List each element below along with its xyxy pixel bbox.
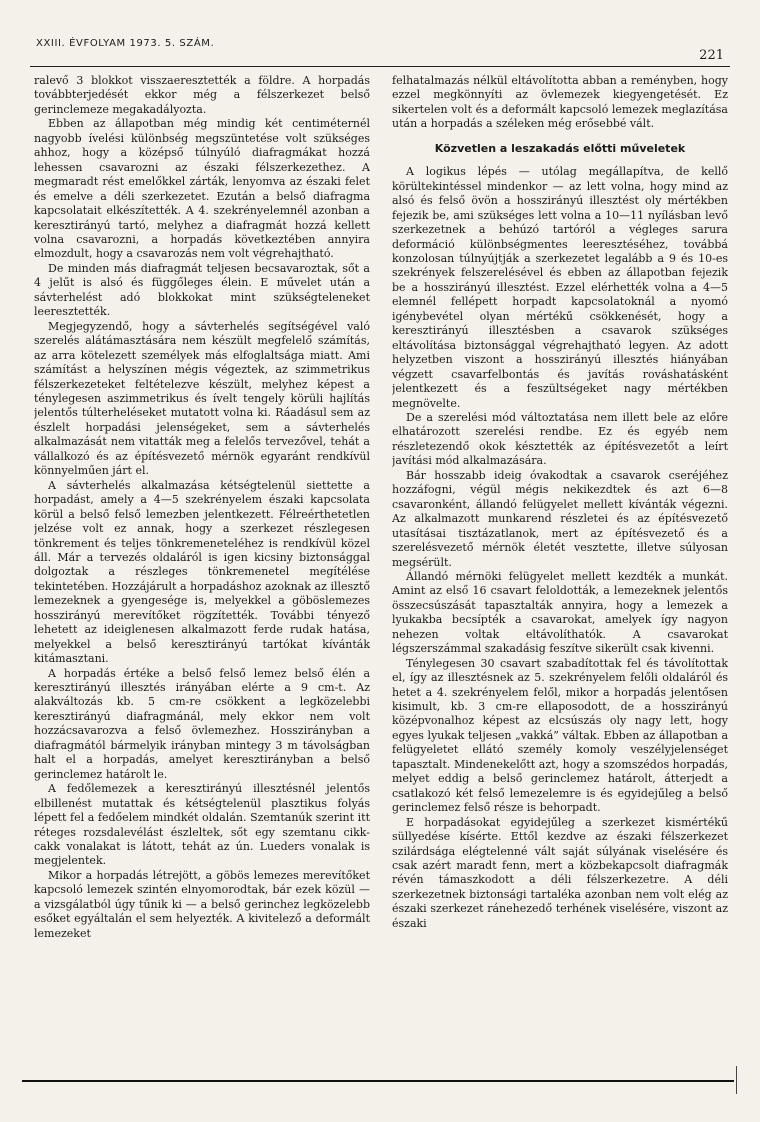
scan-mark (736, 1066, 737, 1094)
paragraph: De minden más diafragmát teljesen becsavaroztak, sőt a 4 jelűt is alsó és függőleges élein. E művelet után a sávterhelést adó blokkokat mint szükségteleneket leeresztették. (34, 261, 370, 319)
header-rule (30, 66, 730, 67)
paragraph: Állandó mérnöki felügyelet mellett kezdték a munkát. Amint az első 16 csavart feloldották, a lemezeknek jelentős összecsúszását tapasztalták annyira, hogy a lemezek a lyukakba becsípték a csavarokat, amelyek így nagyon nehezen voltak eltávolíthatók. A csavarokat légszerszámmal szakadásig feszítve sikerült csak kivenni. (392, 569, 728, 656)
paragraph: Ténylegesen 30 csavart szabadítottak fel és távolítottak el, így az illesztésnek az 5. szekrényelem felőli oldaláról és hetet a 4. szekrényelem felől, mikor a horpadás jelentősen kisimult, kb. 3 cm-re ellaposodott, de a hosszirányú középvonalhoz képest az elcsúszás oly nagy lett, hogy egyes lyukak teljesen „vakká” váltak. Ebben az állapotban a felügyeletet ellátó személy komoly veszélyjelenséget tapasztalt. Mindenekelőtt azt, hogy a szomszédos horpadás, melyet eddig a belső gerinclemez határolt, átterjedt a csatlakozó két felső lemezelemre is és egyidejűleg a belső gerinclemez felső része is behorpadt. (392, 656, 728, 815)
paragraph: felhatalmazás nélkül eltávolította abban a reményben, hogy ezzel megkönnyíti az övlemezek kiegyengetését. Ez sikertelen volt és a deformált kapcsoló lemezek meglazítása után a horpadás a széleken még erősebbé vált. (392, 74, 728, 131)
page-header (30, 38, 730, 68)
right-column (392, 74, 728, 1064)
running-head: XXIII. ÉVFOLYAM 1973. 5. SZÁM. (36, 38, 215, 49)
paragraph: Bár hosszabb ideig óvakodtak a csavarok cseréjéhez hozzáfogni, végül mégis nekikezdtek és azt 6—8 csavaronként, állandó felügyelet mellett kívánták végezni. Az alkalmazott munkarend részletei és az építésvezető utasításai tisztázatlanok, mert az építésvezető és a szerelésvezető mérnök életét vesztette, illetve súlyosan megsérült. (392, 468, 728, 569)
paragraph: ralevő 3 blokkot visszaeresztették a földre. A horpadás továbbterjedését ekkor még a félszerkezet belső gerinclemeze megakadályozta. (34, 74, 370, 116)
paragraph: Ebben az állapotban még mindig két centiméternél nagyobb ívelési különbség megszüntetése volt szükséges ahhoz, hogy a középső túlnyúló diafragmákat hozzá lehessen csavarozni az északi félszerkezethez. A megmaradt rést emelőkkel zárták, lenyomva az északi felet és emelve a déli szerkezetet. Ezután a belső diafragma kapcsolatait elkészítették. A 4. szekrényelemnél azonban a keresztirányú tartó, melyhez a diafragmát hozzá kellett volna csavarozni, a horpadás következtében annyira elmozdult, hogy a csavarozás nem volt végrehajtható. (34, 117, 370, 261)
paragraph: A logikus lépés — utólag megállapítva, de kellő körültekintéssel mindenkor — az lett volna, hogy mind az alsó és felső övön a hosszirányú illesztést oly mértékben fejezik be, ami szükséges lett volna a 10—11 nyílásban levő szerkezetnek a behúzó tartóról a végleges sarura deformáció különbségmentes leeresztéséhez, továbbá konzolosan túlnyújtják a szerkezetet legalább a 9 és 10-es szekrények felszerelésével és ebben az állapotban fejezik be a hosszirányú illesztést. Ezzel elérhették volna a 4—5 elemnél fellépett horpadt kapcsolatoknál a nyomó igénybevétel olyan mértékű csökkenését, hogy a keresztirányú illesztésben a csavarok szükséges eltávolítása biztonsággal végrehajtható legyen. Az adott helyzetben viszont a hosszirányú illesztés hiányában végzett csavarfelbontás és javítás rováshatásként jelentkezett és a feszültségeket nagy mértékben megnövelte. (392, 165, 728, 410)
paragraph: De a szerelési mód változtatása nem illett bele az előre elhatározott szerelési rendbe. Ez és egyéb nem részletezendő okok késztették az építésvezetőt a leírt javítási mód alkalmazására. (392, 410, 728, 468)
article-body (34, 74, 728, 1064)
page-number: 221 (699, 48, 724, 63)
paragraph: A sávterhelés alkalmazása kétségtelenül siettette a horpadást, amely a 4—5 szekrényelem északi kapcsolata körül a belső felső lemezben jelentkezett. Félreérthetetlen jelzése volt ez annak, hogy a szerkezet részlegesen tönkrement és teljes tönkremeneteléhez is rendkívül közel áll. Már a tervezés oldaláról is igen kicsiny biztonsággal dolgoztak a részleges tönkremenetel megítélése tekintetében. Hozzájárult a horpadáshoz azoknak az illesztő lemezeknek a gyengesége is, melyekkel a göböslemezes hosszirányú merevítőket rögzítették. További tényező lehetett az ideiglenesen alkalmazott ferde rudak hatása, melyekkel a belső keresztirányú tartókat kívánták kitámasztani. (34, 478, 370, 666)
paragraph: A horpadás értéke a belső felső lemez belső élén a keresztirányú illesztés irányában elérte a 9 cm-t. Az alakváltozás kb. 5 cm-re csökkent a legközelebbi keresztirányú diafragmánál, mely ekkor nem volt hozzácsavarozva a felső övlemezhez. Hosszirányban a diafragmától bármelyik irányban mintegy 3 m távolságban halt el a horpadás, amelyet keresztirányban a belső gerinclemez határolt le. (34, 666, 370, 781)
paragraph: Mikor a horpadás létrejött, a göbös lemezes merevítőket kapcsoló lemezek szintén elnyomorodtak, bár ezek közül — a vizsgálatból úgy tűnik ki — a belső gerinchez legközelebb esőket egyáltalán el sem helyezték. A kivitelező a deformált lemezeket (34, 868, 370, 940)
left-column (34, 74, 370, 1064)
section-heading: Közvetlen a leszakadás előtti műveletek (434, 141, 686, 155)
paragraph: Megjegyzendő, hogy a sávterhelés segítségével való szerelés alátámasztására nem készült megfelelő számítás, az arra kötelezett személyek más elfoglaltsága miatt. Ami számítást a helyszínen mégis végeztek, az szimmetrikus félszerkezeteket feltételezve készült, melyhez képest a ténylegesen aszimmetrikus és ívelt tengely körüli hajlítás jelentős túlterheléseket mutatott volna ki. Ráadásul sem az észlelt horpadási jelenségeket, sem a sávterhelés alkalmazását nem vitatták meg a felelős tervezővel, tehát a vállalkozó és az építésvezető mérnök egyaránt rendkívül könnyelműen járt el. (34, 319, 370, 478)
paragraph: E horpadásokat egyidejűleg a szerkezet kismértékű süllyedése kísérte. Ettől kezdve az északi félszerkezet szilárdsága elégtelenné vált saját súlyának viselésére és csak azért maradt fenn, mert a közbekapcsolt diafragmák révén támaszkodott a déli félszerkezetre. A déli szerkezetnek biztonsági tartaléka azonban nem volt elég az északi szerkezet ránehezedő terhének viselésére, viszont az északi (392, 815, 728, 930)
bottom-rule (22, 1080, 734, 1082)
paragraph: A fedőlemezek a keresztirányú illesztésnél jelentős elbillenést mutattak és kétségtelenül plasztikus folyás lépett fel a fedőelem mindkét oldalán. Szemtanúk szerint itt réteges rozsdalevélást észleltek, sőt egy szemtanu cikk-cakk vonalakat is látott, tehát az ún. Lueders vonalak is megjelentek. (34, 782, 370, 868)
